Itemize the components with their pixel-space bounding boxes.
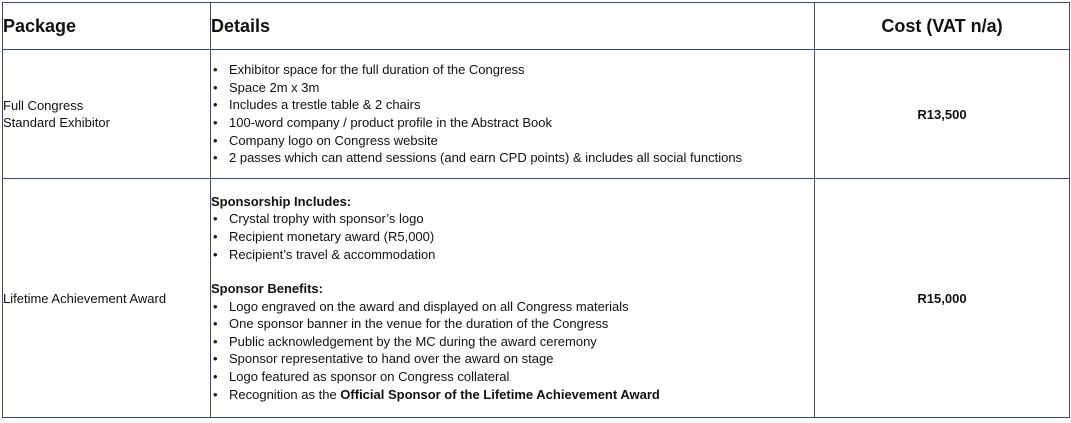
spacer <box>211 263 814 280</box>
header-details: Details <box>211 3 815 50</box>
list-item: • Exhibitor space for the full duration of the Congress <box>211 61 814 79</box>
package-name-line: Standard Exhibitor <box>3 115 110 130</box>
benefit-prefix: Recognition as the <box>229 386 341 402</box>
package-name-line: Full Congress <box>3 98 84 113</box>
package-cell <box>3 50 211 179</box>
table-row <box>3 50 1070 179</box>
details-list <box>211 61 814 167</box>
list-item: • Logo engraved on the award and displayed on all Congress materials <box>211 298 814 316</box>
header-row <box>3 3 1070 50</box>
sponsorship-includes-heading: Sponsorship Includes: <box>211 193 352 209</box>
list-item: • Recipient monetary award (R5,000) <box>211 228 814 246</box>
details-cell <box>211 179 815 418</box>
table-row <box>3 179 1070 418</box>
list-item: • Company logo on Congress website <box>211 132 814 150</box>
benefits-list <box>211 298 814 404</box>
list-item: • Sponsor representative to hand over the award on stage <box>211 350 814 368</box>
includes-list <box>211 210 814 263</box>
list-item: • Recipient’s travel & accommodation <box>211 246 814 264</box>
list-item: • One sponsor banner in the venue for the duration of the Congress <box>211 315 814 333</box>
list-item: • Space 2m x 3m <box>211 79 814 97</box>
benefit-bold: Official Sponsor of the Lifetime Achievement Award <box>340 386 660 402</box>
list-item: • Public acknowledgement by the MC during the award ceremony <box>211 333 814 351</box>
header-package: Package <box>3 3 211 50</box>
list-item: • Logo featured as sponsor on Congress collateral <box>211 368 814 386</box>
header-cost: Cost (VAT n/a) <box>815 3 1070 50</box>
package-table <box>2 2 1070 418</box>
cost-cell: R15,000 <box>815 179 1070 418</box>
sponsor-benefits-heading: Sponsor Benefits: <box>211 281 323 297</box>
package-cell: Lifetime Achievement Award <box>3 179 211 418</box>
list-item: • Crystal trophy with sponsor’s logo <box>211 210 814 228</box>
list-item <box>211 386 814 404</box>
list-item: • 100-word company / product profile in the Abstract Book <box>211 114 814 132</box>
list-item: • 2 passes which can attend sessions (and earn CPD points) & includes all social functions <box>211 149 814 167</box>
details-cell <box>211 50 815 179</box>
cost-cell: R13,500 <box>815 50 1070 179</box>
list-item: • Includes a trestle table & 2 chairs <box>211 96 814 114</box>
